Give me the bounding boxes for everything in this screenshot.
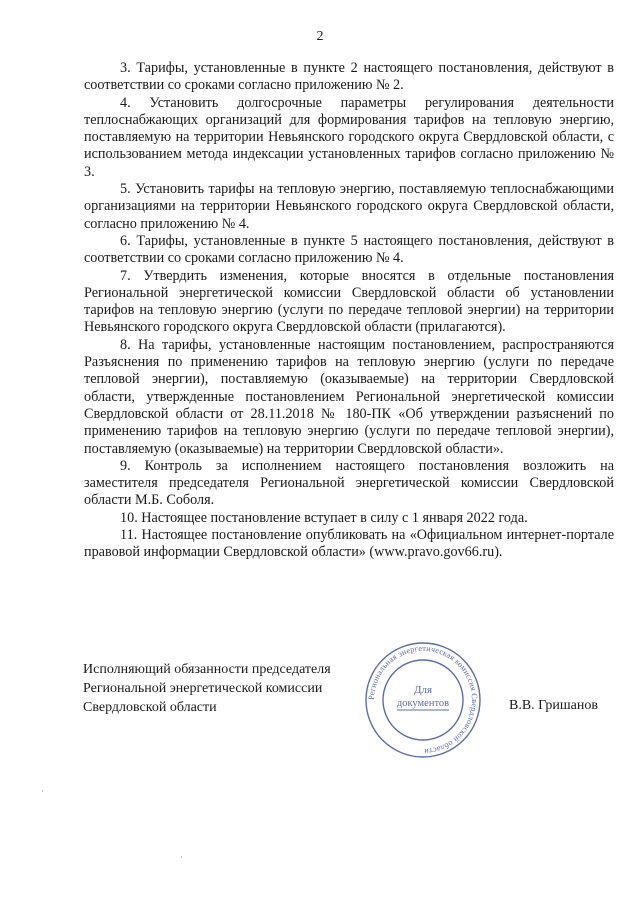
stamp-ring-text: Региональная энергетическая комиссия Свердловской области	[366, 643, 480, 757]
signatory-position	[83, 660, 331, 717]
paragraph-11: 11. Настоящее постановление опубликовать на «Официальном интернет-портале правовой информации Свердловской области» (www.pravo.gov66.ru).	[84, 527, 614, 561]
paragraph-9: 9. Контроль за исполнением настоящего постановления возложить на заместителя председателя Региональной энергетической комиссии Свердловской области М.Б. Соболя.	[84, 457, 614, 509]
paragraph-3: 3. Тарифы, установленные в пункте 2 настоящего постановления, действуют в соответствии со сроками согласно приложению № 2.	[84, 60, 614, 94]
scan-speck	[181, 856, 182, 858]
signatory-position-line: Региональной энергетической комиссии	[83, 681, 323, 696]
resolution-body	[84, 60, 614, 562]
official-stamp	[363, 640, 483, 760]
paragraph-10: 10. Настоящее постановление вступает в силу с 1 января 2022 года.	[120, 509, 528, 526]
signatory-position-line: Свердловской области	[83, 700, 217, 715]
signatory-name: В.В. Гришанов	[509, 698, 598, 713]
paragraph-8: 8. На тарифы, установленные настоящим постановлением, распространяются Разъяснения по применению тарифов на тепловую энергию (услуги по передаче тепловой энергии), поставляемую (оказываемые) на территории Свердловской области, утвержденные постановлением Региональной энергетической комиссии Свердловской области от 28.11.2018 № 180-ПК «Об утверждении разъяснений по применению тарифов на тепловую энергию (услуги по передаче тепловой энергии), поставляемую (оказываемые) на территории Свердловской области».	[84, 336, 614, 457]
stamp-center-text-2: документов	[396, 698, 450, 709]
paragraph-6: 6. Тарифы, установленные в пункте 5 настоящего постановления, действуют в соответствии со сроками согласно приложению № 4.	[84, 232, 614, 267]
paragraph-5: 5. Установить тарифы на тепловую энергию, поставляемую теплоснабжающими организациями на территории Невьянского городского округа Свердловской области, согласно приложению № 4.	[84, 181, 614, 232]
scan-speck	[42, 790, 43, 792]
signatory-position-line: Исполняющий обязанности председателя	[83, 662, 331, 677]
paragraph-7: 7. Утвердить изменения, которые вносятся в отдельные постановления Региональной энергетической комиссии Свердловской области об установлении тарифов на тепловую энергию (услуги по передаче тепловой энергии) на территории Невьянского городского округа Свердловской области (прилагаются).	[84, 267, 614, 336]
stamp-center-text-1: Для	[413, 684, 433, 696]
paragraph-4: 4. Установить долгосрочные параметры регулирования деятельности теплоснабжающих организаций для формирования тарифов на тепловую энергию, поставляемую на территории Невьянского городского округа Свердловской области, с использованием метода индексации установленных тарифов согласно приложению № 3.	[84, 94, 614, 180]
page-number: 2	[316, 29, 324, 44]
